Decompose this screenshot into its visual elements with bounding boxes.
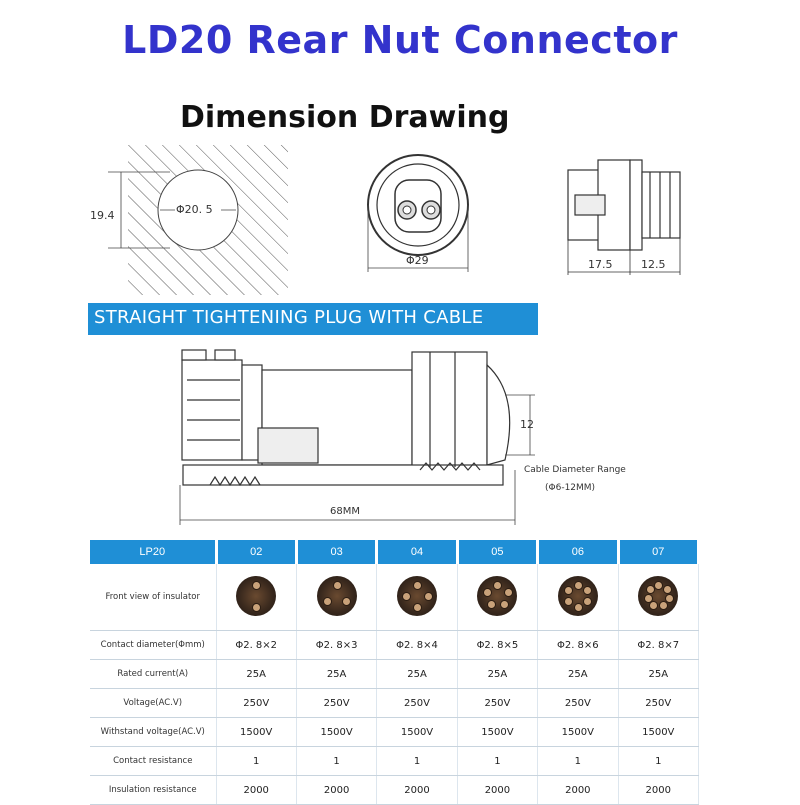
plug-banner xyxy=(88,303,538,335)
header-cell: LP20 xyxy=(90,540,216,564)
insulator-7pin-icon xyxy=(638,576,678,616)
plug-length-label: 68MM xyxy=(330,506,360,517)
row-label: Withstand voltage(AC.V) xyxy=(90,718,216,747)
pin-dot xyxy=(654,581,663,590)
cable-dim-label: 12 xyxy=(520,418,534,431)
header-cell: 04 xyxy=(377,540,457,564)
insulator-image xyxy=(538,564,618,631)
table-cell: 1 xyxy=(457,747,537,776)
pin-dot xyxy=(649,601,658,610)
page-title: LD20 Rear Nut Connector xyxy=(122,18,678,62)
table-cell: 2000 xyxy=(296,776,376,805)
pin-dot xyxy=(583,586,592,595)
table-cell: 25A xyxy=(457,660,537,689)
pin-dot xyxy=(659,601,668,610)
header-cell: 02 xyxy=(216,540,296,564)
table-cell: 2000 xyxy=(377,776,457,805)
insulator-image xyxy=(457,564,537,631)
pin-dot xyxy=(646,585,655,594)
table-cell: Φ2. 8×4 xyxy=(377,631,457,660)
insulator-2pin-icon xyxy=(236,576,276,616)
cable-range-value: (Φ6-12MM) xyxy=(545,483,596,493)
insulator-image xyxy=(618,564,698,631)
table-cell: 250V xyxy=(216,689,296,718)
pin-dot xyxy=(663,585,672,594)
insulator-image xyxy=(377,564,457,631)
table-row xyxy=(90,564,699,631)
side-dim-1: 17.5 xyxy=(588,258,613,271)
table-cell: 2000 xyxy=(618,776,698,805)
spec-table xyxy=(90,540,700,805)
cable-range-label: Cable Diameter Range xyxy=(524,465,626,475)
dimension-drawing-heading: Dimension Drawing xyxy=(180,100,510,135)
pin-dot xyxy=(493,581,502,590)
insulator-5pin-icon xyxy=(477,576,517,616)
pin-dot xyxy=(333,581,342,590)
side-dim-2: 12.5 xyxy=(641,258,666,271)
table-cell: 1 xyxy=(296,747,376,776)
table-row xyxy=(90,747,699,776)
table-row xyxy=(90,776,699,805)
table-cell: 250V xyxy=(296,689,376,718)
table-cell: 2000 xyxy=(538,776,618,805)
table-cell: 250V xyxy=(457,689,537,718)
table-cell: Φ2. 8×3 xyxy=(296,631,376,660)
panel-cutout-drawing xyxy=(90,145,288,295)
pin-dot xyxy=(504,588,513,597)
pin-dot xyxy=(583,597,592,606)
row-label: Contact resistance xyxy=(90,747,216,776)
pin-dot xyxy=(564,586,573,595)
table-cell: 250V xyxy=(377,689,457,718)
plug-banner-label: STRAIGHT TIGHTENING PLUG WITH CABLE xyxy=(94,307,484,328)
header-cell: 06 xyxy=(538,540,618,564)
pin-dot xyxy=(413,603,422,612)
table-cell: Φ2. 8×6 xyxy=(538,631,618,660)
table-cell: 25A xyxy=(377,660,457,689)
header-cell: 07 xyxy=(618,540,698,564)
table-cell: 2000 xyxy=(216,776,296,805)
pin-dot xyxy=(413,581,422,590)
row-label: Contact diameter(Φmm) xyxy=(90,631,216,660)
table-cell: 25A xyxy=(296,660,376,689)
pin-dot xyxy=(574,603,583,612)
table-cell: 1500V xyxy=(296,718,376,747)
header-cell: 03 xyxy=(296,540,376,564)
table-cell: 1500V xyxy=(216,718,296,747)
table-cell: 1 xyxy=(618,747,698,776)
table-cell: Φ2. 8×7 xyxy=(618,631,698,660)
front-diameter-label: Φ29 xyxy=(406,254,429,267)
table-cell: 1500V xyxy=(538,718,618,747)
table-cell: 25A xyxy=(618,660,698,689)
table-row xyxy=(90,660,699,689)
pin-dot xyxy=(564,597,573,606)
pin-dot xyxy=(424,592,433,601)
table-cell: 250V xyxy=(618,689,698,718)
row-label: Rated current(A) xyxy=(90,660,216,689)
pin-dot xyxy=(500,600,509,609)
header-cell: 05 xyxy=(457,540,537,564)
row-label: Insulation resistance xyxy=(90,776,216,805)
insulator-image xyxy=(216,564,296,631)
pin-dot xyxy=(487,600,496,609)
pin-dot xyxy=(323,597,332,606)
dimension-drawings xyxy=(0,130,800,300)
cutout-diameter-label: Φ20. 5 xyxy=(176,203,213,216)
table-cell: 1 xyxy=(377,747,457,776)
plug-drawing xyxy=(0,340,800,530)
table-cell: 1 xyxy=(538,747,618,776)
row-label: Front view of insulator xyxy=(90,564,216,631)
cutout-height-label: 19.4 xyxy=(90,209,115,222)
pin-dot xyxy=(342,597,351,606)
pin-dot xyxy=(644,594,653,603)
table-row xyxy=(90,631,699,660)
table-cell: 25A xyxy=(538,660,618,689)
table-cell: 1500V xyxy=(618,718,698,747)
table-cell: Φ2. 8×5 xyxy=(457,631,537,660)
pin-dot xyxy=(402,592,411,601)
insulator-6pin-icon xyxy=(558,576,598,616)
spec-header-row xyxy=(90,540,699,564)
table-cell: 1 xyxy=(216,747,296,776)
table-cell: 1500V xyxy=(457,718,537,747)
table-cell: 25A xyxy=(216,660,296,689)
insulator-image xyxy=(296,564,376,631)
table-cell: Φ2. 8×2 xyxy=(216,631,296,660)
insulator-4pin-icon xyxy=(397,576,437,616)
pin-dot xyxy=(574,581,583,590)
front-view-drawing xyxy=(368,155,468,272)
table-cell: 1500V xyxy=(377,718,457,747)
row-label: Voltage(AC.V) xyxy=(90,689,216,718)
insulator-3pin-icon xyxy=(317,576,357,616)
table-cell: 2000 xyxy=(457,776,537,805)
table-row xyxy=(90,718,699,747)
pin-dot xyxy=(252,603,261,612)
table-row xyxy=(90,689,699,718)
pin-dot xyxy=(252,581,261,590)
table-cell: 250V xyxy=(538,689,618,718)
pin-dot xyxy=(483,588,492,597)
